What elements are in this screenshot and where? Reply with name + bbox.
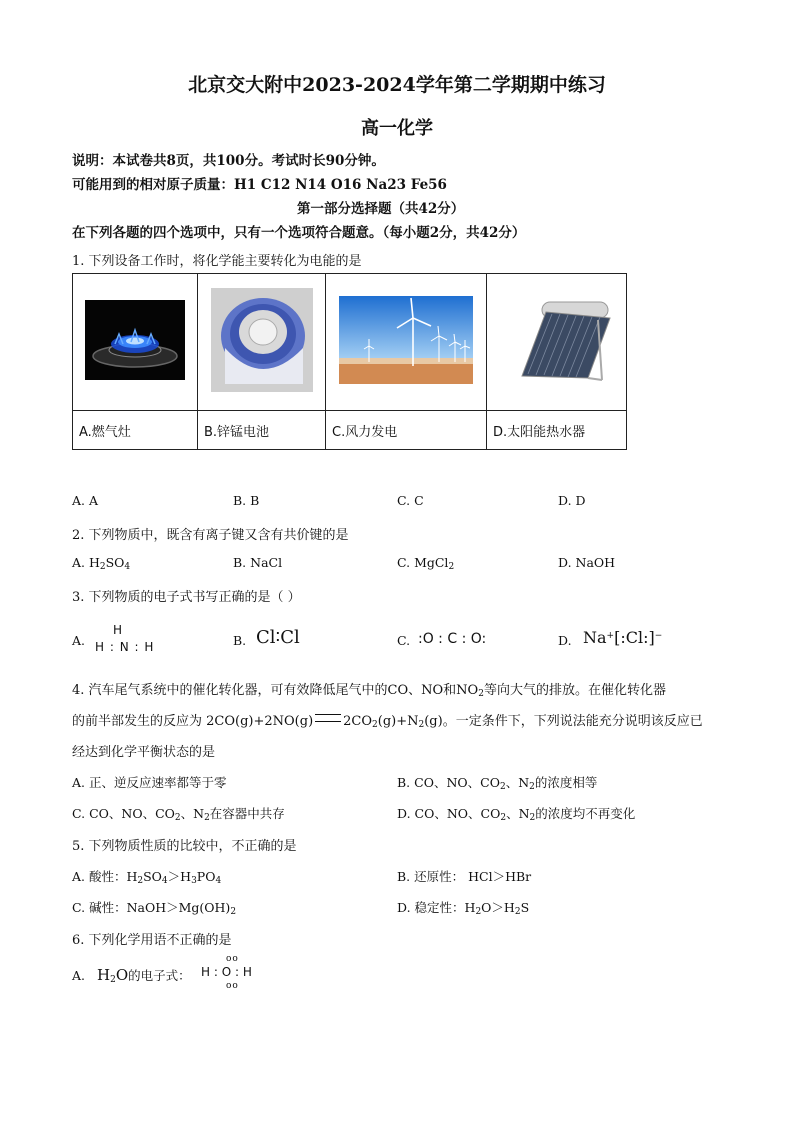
q6-lewis-dots-top: oo bbox=[226, 954, 239, 964]
section-instruction: 在下列各题的四个选项中，只有一个选项符合题意。（每小题2分，共42分） bbox=[72, 225, 526, 241]
section-title: 第一部分选择题（共42分） bbox=[297, 201, 465, 217]
q2-option-c[interactable]: C. MgCl$_2$ bbox=[397, 555, 455, 572]
atomic-masses: 可能用到的相对原子质量：H1 C12 N14 O16 Na23 Fe56 bbox=[72, 177, 447, 193]
q4-option-b[interactable]: B. CO、NO、$CO_2$、$N_2$的浓度相等 bbox=[397, 775, 598, 792]
q5-option-d[interactable]: D. 稳定性：$H_2O>H_2S$ bbox=[397, 900, 530, 917]
q1-caption-a: A.燃气灶 bbox=[73, 411, 198, 450]
question-1-stem: 1. 下列设备工作时，将化学能主要转化为电能的是 bbox=[72, 254, 362, 269]
q2-option-a[interactable]: A. $H_2SO_4$ bbox=[72, 555, 131, 572]
q2-option-d[interactable]: D. NaOH bbox=[558, 555, 616, 570]
q3-a-lewis-top: H bbox=[113, 623, 123, 637]
solar-water-heater-picture bbox=[487, 274, 627, 411]
q3-d-formula: Na+[:Cl:]− bbox=[583, 628, 663, 647]
q5-option-a[interactable]: A. 酸性：$H_2SO_4>H_3PO_4$ bbox=[72, 869, 222, 886]
q3-c-formula: :O : C : O: bbox=[418, 631, 487, 647]
q3-option-c[interactable]: C. bbox=[397, 633, 411, 648]
question-6-stem: 6. 下列化学用语不正确的是 bbox=[72, 933, 232, 948]
question-2-stem: 2. 下列物质中，既含有离子键又含有共价键的是 bbox=[72, 528, 349, 543]
q1-image-table bbox=[72, 273, 627, 450]
q6-lewis-dots-bottom: oo bbox=[226, 981, 239, 991]
question-5-stem: 5. 下列物质性质的比较中，不正确的是 bbox=[72, 839, 297, 854]
page-title: 北京交大附中2023-2024学年第二学期期中练习 bbox=[188, 74, 606, 96]
q4-option-a[interactable]: A. 正、逆反应速率都等于零 bbox=[72, 775, 227, 790]
question-4-stem-line1: 4. 汽车尾气系统中的催化转化器，可有效降低尾气中的CO、NO和$NO_2$等向大气的排放。在催化转化器 bbox=[72, 683, 666, 699]
q1-caption-c: C.风力发电 bbox=[326, 411, 487, 450]
q5-option-b[interactable]: B. 还原性： HCl＞HBr bbox=[397, 869, 532, 884]
q1-option-c[interactable]: C. C bbox=[397, 493, 424, 508]
q1-option-a[interactable]: A. A bbox=[72, 493, 99, 508]
exam-note: 说明：本试卷共8页，共100分。考试时长90分钟。 bbox=[72, 153, 385, 169]
q1-caption-b: B.锌锰电池 bbox=[198, 411, 326, 450]
q1-caption-d: D.太阳能热水器 bbox=[487, 411, 627, 450]
q1-option-b[interactable]: B. B bbox=[233, 493, 260, 508]
wind-power-picture bbox=[326, 274, 487, 411]
q6-lewis-formula: H : O : H bbox=[201, 965, 252, 979]
question-4-stem-line2: 的前半部发生的反应为 2CO(g)+2NO(g) $2CO_2(g)+N_2(g)$。一定条件下，下列说法能充分说明该反应已 bbox=[72, 714, 703, 730]
q3-option-b[interactable]: B. bbox=[233, 633, 247, 648]
q3-option-d[interactable]: D. bbox=[558, 633, 572, 648]
q3-a-lewis-formula: H : N : H bbox=[95, 640, 155, 654]
q6-option-a[interactable]: A. $H_2O$的电子式： bbox=[72, 966, 191, 985]
page-subtitle: 高一化学 bbox=[361, 118, 433, 139]
question-4-stem-line3: 经达到化学平衡状态的是 bbox=[72, 745, 216, 760]
equilibrium-arrow bbox=[315, 714, 341, 722]
q1-option-d[interactable]: D. D bbox=[558, 493, 586, 508]
q5-option-c[interactable]: C. 碱性：$NaOH>Mg(OH)_2$ bbox=[72, 900, 237, 917]
q4-option-c[interactable]: C. CO、NO、$CO_2$、$N_2$在容器中共存 bbox=[72, 806, 285, 823]
q4-option-d[interactable]: D. CO、NO、$CO_2$、$N_2$的浓度均不再变化 bbox=[397, 806, 636, 823]
zinc-manganese-battery-picture bbox=[198, 274, 326, 411]
q3-b-formula: Cl∶Cl bbox=[256, 627, 300, 648]
gas-stove-picture bbox=[73, 274, 198, 411]
q2-option-b[interactable]: B. NaCl bbox=[233, 555, 283, 570]
question-3-stem: 3. 下列物质的电子式书写正确的是（ ） bbox=[72, 590, 301, 605]
q3-option-a[interactable]: A. bbox=[72, 633, 86, 648]
